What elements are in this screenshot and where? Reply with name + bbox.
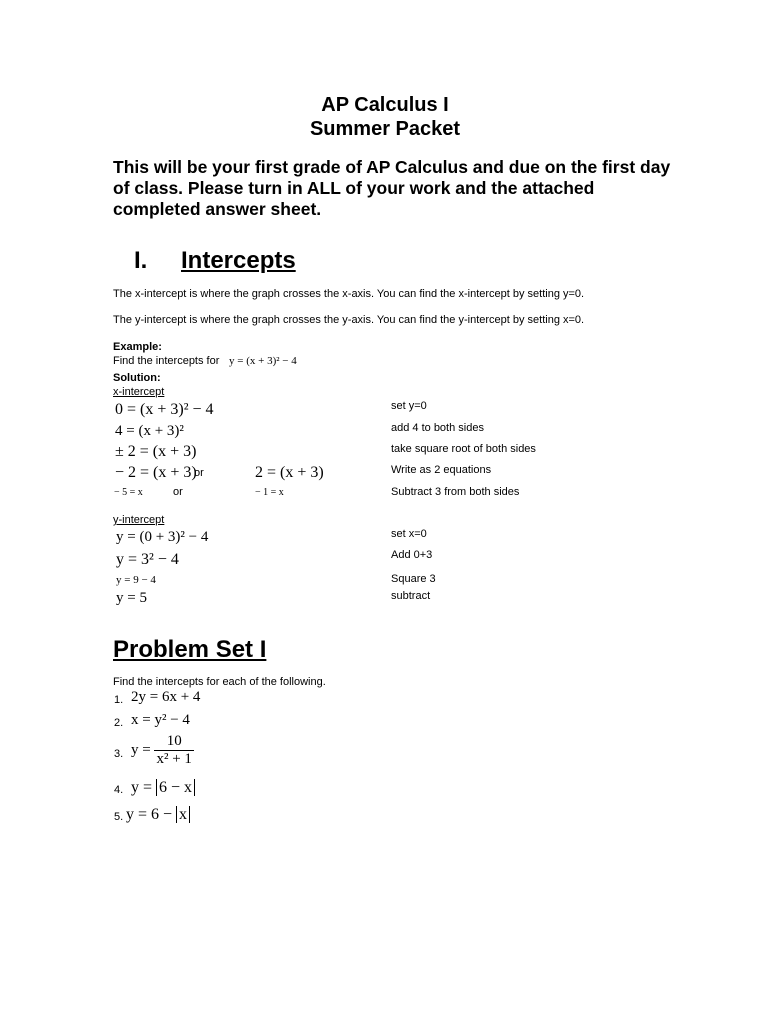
y-step-4-note: subtract [391,590,431,602]
y-step-1-equation: y = (0 + 3)² − 4 [116,529,209,545]
x-intercept-definition: The x-intercept is where the graph crosses the x-axis. You can find the x-intercept by setting y=0. [113,288,585,300]
intro-paragraph: This will be your first grade of AP Calculus and due on the first day of class. Please turn in ALL of your work and the attached completed answer sheet. [113,157,671,219]
x-step-5-or: or [173,486,183,498]
x-step-5-equation: − 5 = x [114,487,143,498]
x-step-2-note: add 4 to both sides [391,422,484,434]
section-title: Intercepts [181,247,296,274]
y-step-3-equation: y = 9 − 4 [116,574,156,586]
problem-5-absolute-value: x [176,806,190,823]
x-step-5-note: Subtract 3 from both sides [391,486,520,498]
y-step-3-note: Square 3 [391,573,436,585]
x-step-2-equation: 4 = (x + 3)² [115,423,184,439]
x-step-4-equation-2: 2 = (x + 3) [255,464,324,481]
problem-3-numerator: 10 [154,733,193,751]
y-step-2-equation: y = 3² − 4 [116,551,179,568]
x-step-4-or: or [194,467,204,479]
x-step-1-note: set y=0 [391,400,427,412]
x-intercept-label: x-intercept [113,386,165,398]
y-step-1-note: set x=0 [391,528,427,540]
problem-3-denominator: x² + 1 [156,751,192,767]
y-step-4-equation: y = 5 [116,590,147,606]
problem-set-instructions: Find the intercepts for each of the following. [113,676,326,688]
x-step-4-equation: − 2 = (x + 3) [115,464,197,481]
problem-3-lhs: y = [131,741,151,758]
problem-3-equation [131,733,194,768]
example-equation: y = (x + 3)² − 4 [229,355,297,367]
problem-5-number: 5. [114,811,124,823]
problem-3-number: 3. [114,748,124,760]
x-step-1-equation: 0 = (x + 3)² − 4 [115,401,214,418]
problem-2-equation: x = y² − 4 [131,712,190,728]
page-title: AP Calculus I [321,94,449,116]
problem-4-lhs: y = [131,779,153,796]
problem-1-number: 1. [114,694,124,706]
solution-label: Solution: [113,372,161,384]
problem-set-title: Problem Set I [113,636,267,663]
x-step-4-note: Write as 2 equations [391,464,492,476]
y-intercept-definition: The y-intercept is where the graph crosses the y-axis. You can find the y-intercept by setting x=0. [113,314,585,326]
problem-1-equation: 2y = 6x + 4 [131,689,201,705]
x-step-5-equation-2: − 1 = x [255,487,284,498]
section-number: I. [134,247,148,274]
problem-4-absolute-value: 6 − x [156,779,195,796]
page-subtitle: Summer Packet [309,118,461,140]
y-intercept-label: y-intercept [113,514,165,526]
x-step-3-equation: ± 2 = (x + 3) [115,443,197,460]
y-step-2-note: Add 0+3 [391,549,433,561]
problem-3-fraction [154,733,193,768]
problem-2-number: 2. [114,717,124,729]
find-intercepts-text: Find the intercepts for [113,355,220,367]
problem-4-equation [131,779,195,797]
problem-5-lhs: y = 6 − [126,806,173,823]
x-step-3-note: take square root of both sides [391,443,536,455]
example-label: Example: [113,341,162,353]
problem-4-number: 4. [114,784,124,796]
problem-5-equation [126,806,190,824]
